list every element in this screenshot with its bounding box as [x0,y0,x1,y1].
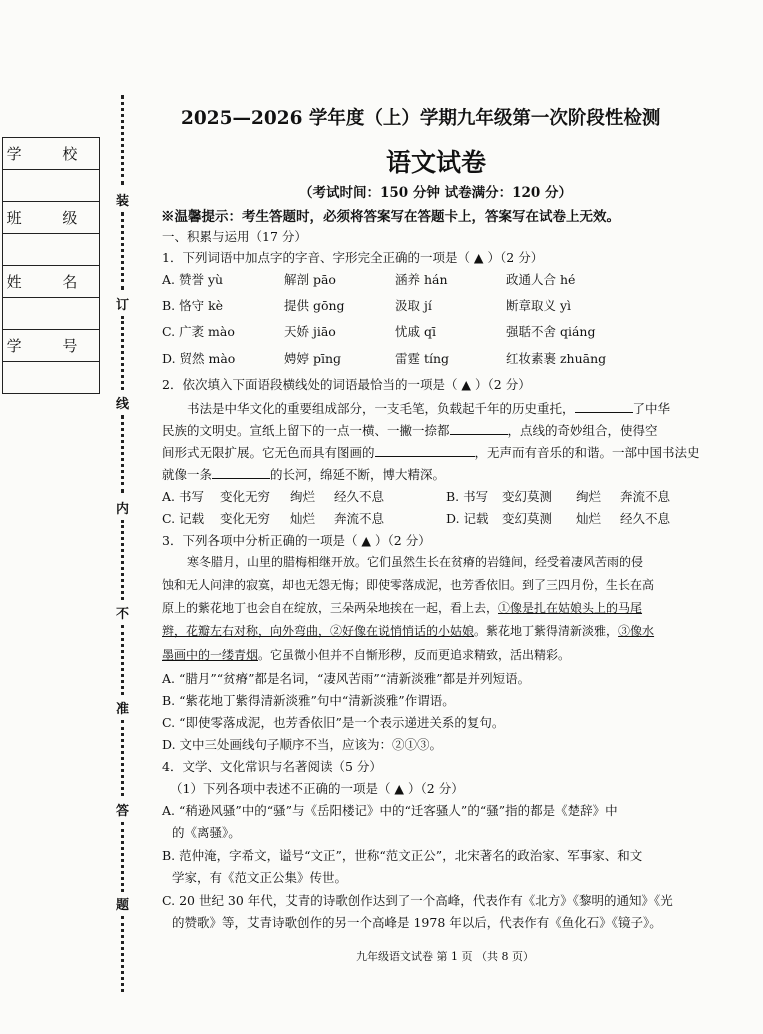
q2-text: 书法是中华文化的重要组成部分，一支毛笔，负载起千年的历史重托， [187,401,575,416]
q2-text: 的长河，绵延不断，博大精深。 [270,467,446,482]
fill-blank[interactable] [375,446,475,457]
question-4-stem: 4．文学、文化常识与名著阅读（5 分） [162,759,382,774]
q2-option: 奔流不息 [620,489,671,504]
seal-line [121,316,124,390]
seal-char: 线 [116,397,130,412]
q2-option: 灿烂 [290,511,316,526]
q2-option: 经久不息 [334,489,385,504]
q4-option: 学家，有《范文正公集》传世。 [172,870,348,885]
q1-option: A. 赞誉 yù [162,272,224,287]
question-3-stem: 3．下列各项中分析正确的一项是（ ▲ ）（2 分） [162,533,431,548]
q2-option: 变化无穷 [220,511,271,526]
seal-line [121,720,124,796]
q3-passage-line [162,599,642,616]
q2-text: 间形式无限扩展。它无色而具有图画的 [162,445,375,460]
q1-option: D. 贸然 mào [162,351,236,366]
q3-option: B. “紫花地丁紫得清新淡雅”句中“清新淡雅”作谓语。 [162,693,455,708]
q2-paragraph [187,399,670,417]
q2-text: ，无声而有音乐的和谐。一部中国书法史 [474,445,700,460]
question-2-stem: 2．依次填入下面语段横线处的词语最恰当的一项是（ ▲ ）（2 分） [162,377,531,392]
class-field[interactable] [3,234,100,266]
q3-passage-line [162,622,654,639]
seal-char: 订 [116,298,130,313]
student-id-field[interactable] [3,362,100,394]
seal-line [121,95,124,185]
q2-paragraph [162,465,445,483]
q2-option: A. 书写 [162,489,204,504]
seal-char: 准 [116,702,130,717]
q4-option: B. 范仲淹，字希文，谥号“文正”，世称“范文正公”，北宋著名的政治家、军事家、和文 [162,848,643,863]
page-footer: 九年级语文试卷 第 1 页 （共 8 页） [356,950,534,963]
q2-option: 奔流不息 [334,511,385,526]
q2-option: 变幻莫测 [502,489,553,504]
seal-char: 答 [116,804,130,819]
q2-paragraph [162,421,658,439]
q2-option: 绚烂 [290,489,316,504]
q3-option: D. 文中三处画线句子顺序不当，应该为：②①③。 [162,737,443,752]
seal-line [121,916,124,992]
q1-option: 忧戚 qī [395,324,436,339]
q2-text: 民族的文明史。宣纸上留下的一点一横、一撇一捺都 [162,423,450,438]
q1-option: 娉婷 pīnɡ [284,351,342,366]
underlined-sentence-3: 墨画中的一缕青烟 [162,648,259,662]
q1-option: 涵养 hán [395,272,448,287]
school-label: 学 校 [3,138,100,170]
q4-option: A. “稍逊风骚”中的“骚”与《岳阳楼记》中的“迁客骚人”的“骚”指的都是《楚辞》中 [162,803,618,818]
q2-option: 灿烂 [576,511,602,526]
q1-option: 汲取 jí [395,298,432,313]
q4-option: 的《离骚》。 [172,825,241,840]
q3-text: 。它虽微小但并不自惭形秽，反而更追求精致，活出精彩。 [258,648,571,662]
q1-option: 断章取义 yì [506,298,572,313]
underlined-sentence-2: ②好像在说悄悄话的小姑娘 [330,624,475,638]
q3-option: A. “腊月”“贫瘠”都是名词，“凄风苦雨”“清新淡雅”都是并列短语。 [162,671,531,686]
seal-line [121,625,124,695]
q2-option: 变化无穷 [220,489,271,504]
q1-option: 提供 gōng [284,298,345,313]
q3-passage-line [162,646,570,663]
warning-note: ※温馨提示：考生答题时，必须将答案写在答题卡上，答案写在试卷上无效。 [161,209,620,225]
q4-option: C. 20 世纪 30 年代，艾青的诗歌创作达到了一个高峰，代表作有《北方》《黎明的通知》《光 [162,893,673,908]
q3-passage-line: 寒冬腊月，山里的腊梅相继开放。它们虽然生长在贫瘠的岩缝间，经受着凄风苦雨的侵 [187,555,644,569]
q1-option: 雷霆 tíng [395,351,450,366]
section-heading: 一、积累与运用（17 分） [162,229,307,244]
q2-option: C. 记载 [162,511,205,526]
seal-char: 装 [116,194,130,209]
school-field[interactable] [3,170,100,202]
q2-option: 经久不息 [620,511,671,526]
q3-passage-line: 蚀和无人问津的寂寞，却也无怨无悔；即使零落成泥，也芳香依旧。到了三四月份，生长在高 [162,578,655,592]
underlined-sentence-1: 辫，花瓣左右对称，向外弯曲， [162,624,331,638]
seal-char: 不 [116,607,130,622]
q1-option: 红妆素裹 zhuāng [506,351,607,366]
seal-line [121,415,124,493]
q1-option: B. 恪守 kè [162,298,224,313]
fill-blank[interactable] [212,468,270,479]
q4-option: 的赞歌》等，艾青诗歌创作的另一个高峰是 1978 年以后，代表作有《鱼化石》《镜子》。 [172,915,662,930]
exam-title: 2025—2026 学年度（上）学期九年级第一次阶段性检测 [181,108,661,129]
name-label: 姓 名 [3,266,100,298]
q1-option: 解剖 pāo [284,272,336,287]
underlined-sentence-1: ①像是扎在姑娘头上的马尾 [498,601,643,615]
question-1-stem: 1．下列词语中加点字的字音、字形完全正确的一项是（ ▲ ）（2 分） [162,250,544,265]
seal-line [121,520,124,600]
q1-option: 强聒不舍 qiáng [506,324,596,339]
class-label: 班 级 [3,202,100,234]
question-4-sub: （1）下列各项中表述不正确的一项是（ ▲ ）（2 分） [170,781,464,796]
fill-blank[interactable] [450,424,508,435]
q1-option: 天娇 jiāo [284,324,336,339]
q2-option: B. 书写 [446,489,489,504]
seal-char: 内 [116,502,130,517]
exam-info: （考试时间：150 分钟 试卷满分：120 分） [299,185,572,201]
q3-text: 。紫花地丁紫得清新淡雅， [474,624,619,638]
q2-option: 变幻莫测 [502,511,553,526]
seal-char: 题 [116,898,130,913]
fill-blank[interactable] [575,402,633,413]
seal-line [121,822,124,892]
q2-option: D. 记载 [446,511,489,526]
q1-option: 政通人合 hé [506,272,576,287]
q2-option: 绚烂 [576,489,602,504]
q2-paragraph [162,443,700,461]
name-field[interactable] [3,298,100,330]
seal-line [121,212,124,290]
q2-text: 就像一条 [162,467,213,482]
subject-title: 语文试卷 [386,148,487,177]
q2-text: 了中华 [632,401,671,416]
q2-text: ，点线的奇妙组合，使得空 [507,423,658,438]
q1-option: C. 广袤 mào [162,324,235,339]
student-id-label: 学 号 [3,330,100,362]
student-info-table [2,137,100,394]
q3-option: C. “即使零落成泥，也芳香依旧”是一个表示递进关系的复句。 [162,715,505,730]
q3-text: 原上的紫花地丁也会自在绽放，三朵两朵地挨在一起，看上去， [162,601,499,615]
underlined-sentence-3: ③像水 [618,624,655,638]
